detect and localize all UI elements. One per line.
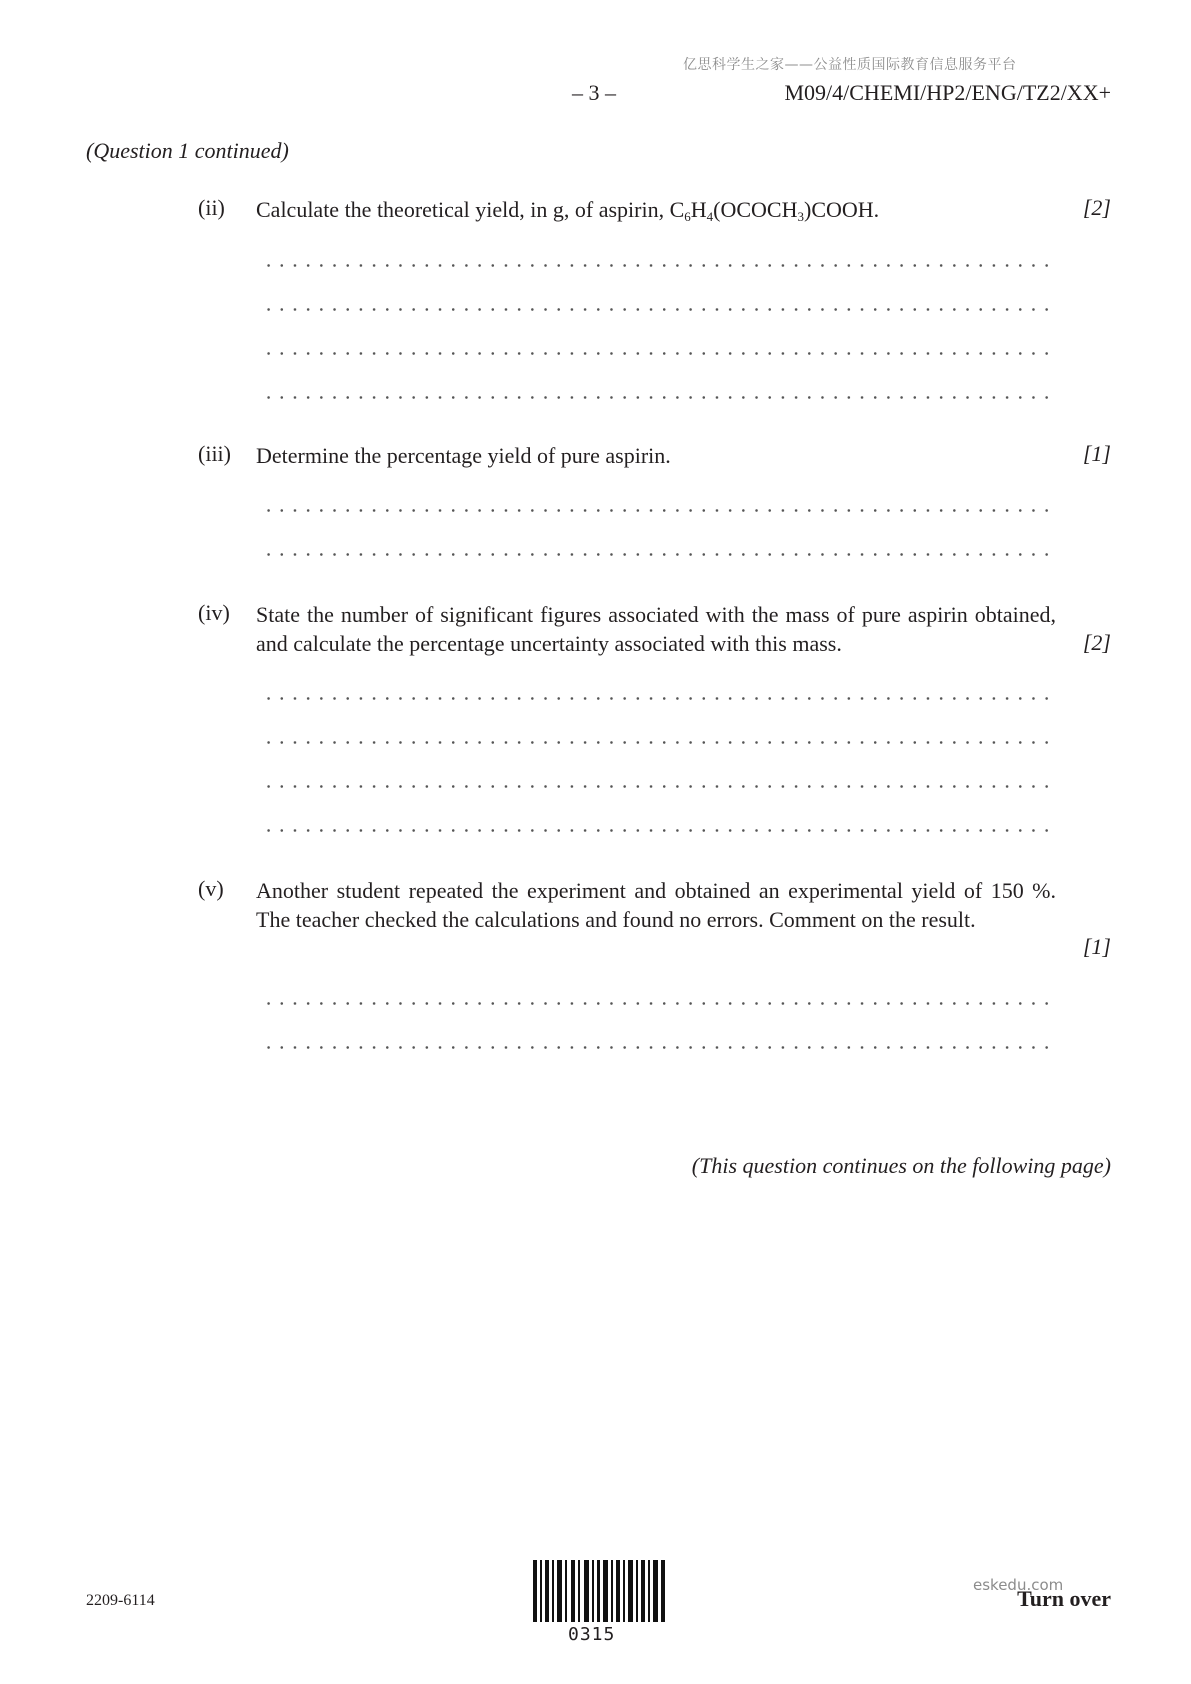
part-iv-marks: [2] (1082, 630, 1111, 655)
answer-line[interactable] (262, 552, 1054, 558)
continues-note: (This question continues on the following page) (691, 1153, 1111, 1178)
footer-code: 2209-6114 (86, 1592, 155, 1609)
answer-line[interactable] (262, 784, 1054, 790)
part-ii-marks: [2] (1082, 195, 1111, 220)
turn-over-label: Turn over (1017, 1586, 1111, 1611)
barcode-number: 0315 (568, 1624, 616, 1645)
answer-line[interactable] (262, 1001, 1054, 1007)
answer-line[interactable] (262, 740, 1054, 746)
answer-line[interactable] (262, 1045, 1054, 1051)
part-iii-number: (iii) (198, 441, 231, 466)
part-iv-number: (iv) (198, 600, 230, 625)
watermark-text: 亿思科学生之家——公益性质国际教育信息服务平台 (683, 57, 1017, 73)
barcode-image (533, 1560, 665, 1626)
page-number: – 3 – (572, 80, 616, 105)
answer-line[interactable] (262, 307, 1054, 313)
part-ii-question: Calculate the theoretical yield, in g, of aspirin, $C_6H_4(OCOCH_3)COOH$. (256, 197, 880, 224)
part-v-number: (v) (198, 876, 224, 901)
eskedu-watermark: eskedu.com (973, 1576, 1064, 1594)
part-v-question: Another student repeated the experiment and obtained an experimental yield of 150 %. The teacher checked the calculations and found no errors. Comment on the result. (256, 878, 1056, 932)
answer-line[interactable] (262, 395, 1054, 401)
part-iii-marks: [1] (1082, 441, 1111, 466)
question-continued-label: (Question 1 continued) (86, 138, 289, 163)
answer-line[interactable] (262, 696, 1054, 702)
part-iii-question: Determine the percentage yield of pure aspirin. (256, 443, 671, 468)
answer-line[interactable] (262, 508, 1054, 514)
part-iv-question: State the number of significant figures associated with the mass of pure aspirin obtained, and calculate the percentage uncertainty associated with this mass. (256, 602, 1056, 656)
answer-line[interactable] (262, 351, 1054, 357)
paper-code: M09/4/CHEMI/HP2/ENG/TZ2/XX+ (784, 80, 1111, 105)
answer-line[interactable] (262, 828, 1054, 834)
part-ii-number: (ii) (198, 195, 225, 220)
part-v-marks: [1] (1082, 934, 1111, 959)
answer-line[interactable] (262, 263, 1054, 269)
